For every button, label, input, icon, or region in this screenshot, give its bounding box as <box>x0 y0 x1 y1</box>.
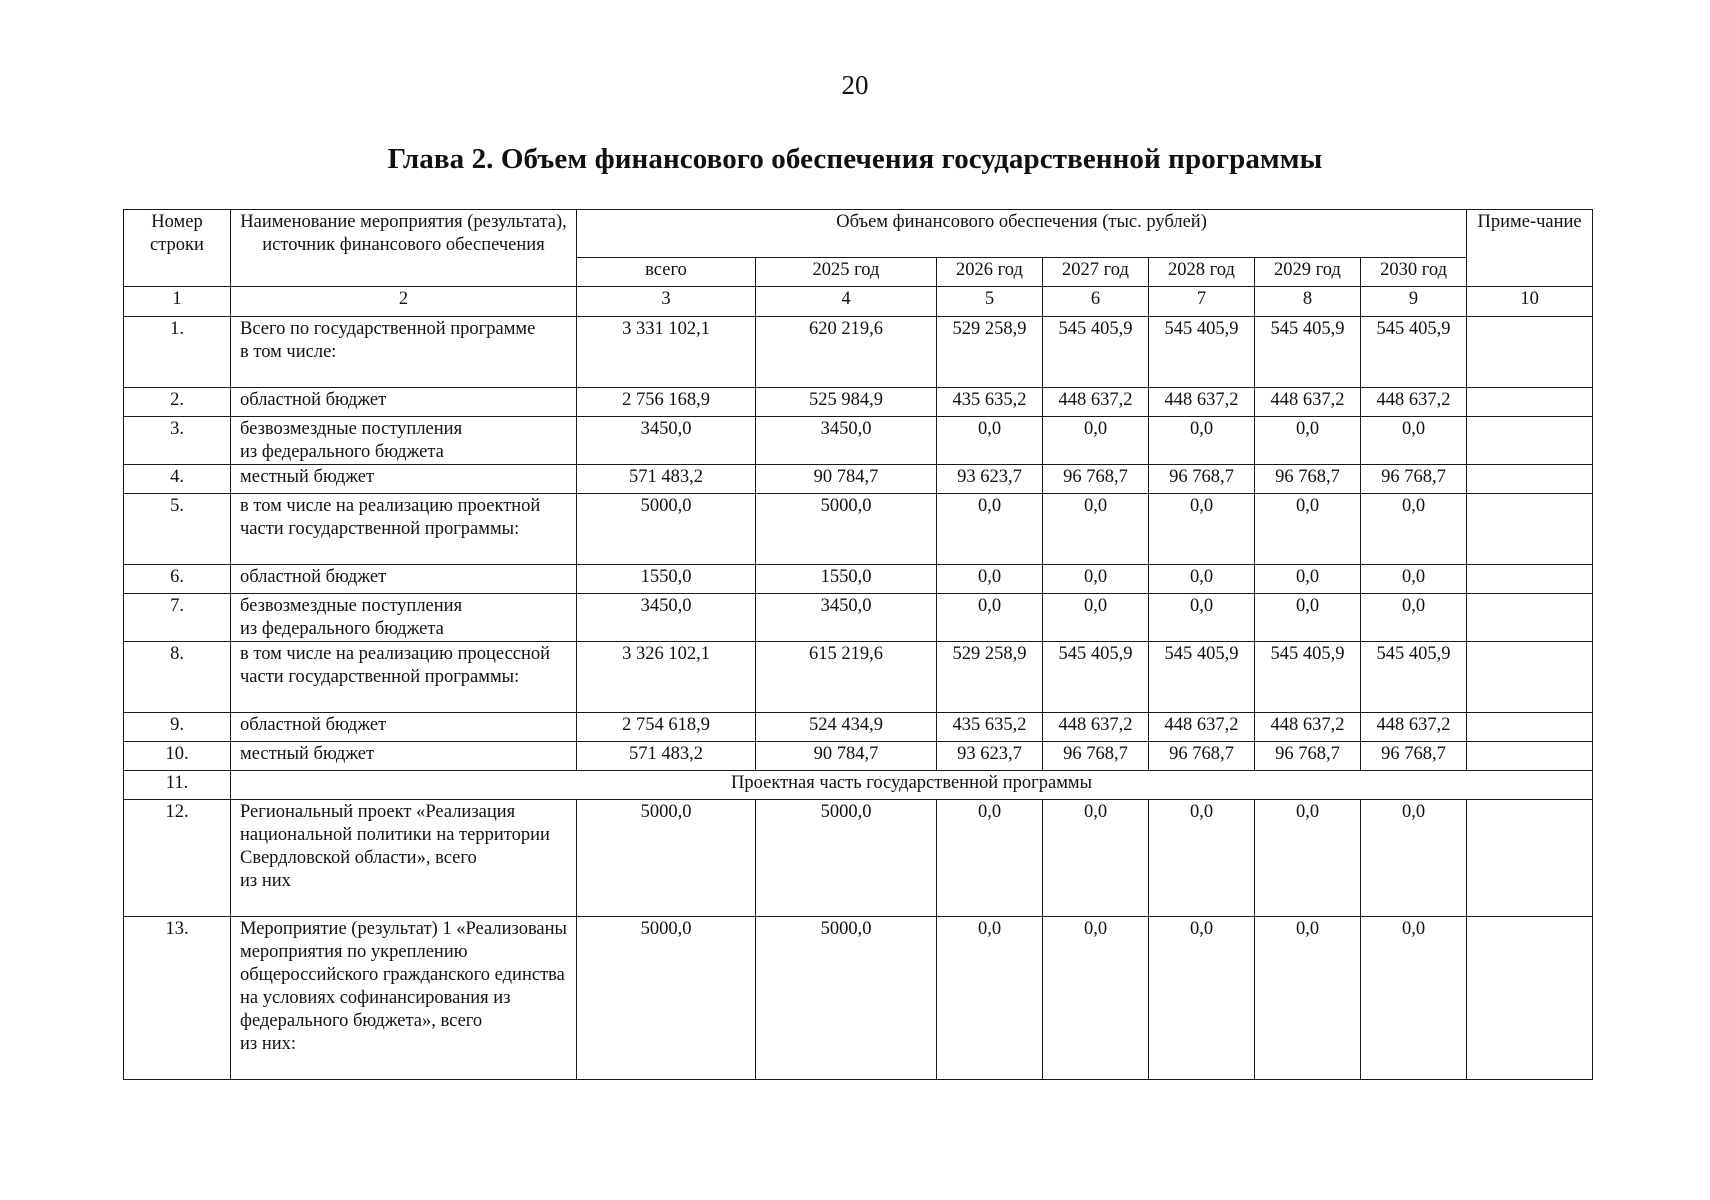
year-2025-cell: 5000,0 <box>756 917 937 1080</box>
year-2029-cell: 96 768,7 <box>1255 742 1361 771</box>
column-number: 4 <box>756 287 937 317</box>
note-cell <box>1467 800 1593 917</box>
total-cell: 3450,0 <box>577 594 756 642</box>
year-2027-cell: 0,0 <box>1043 494 1149 565</box>
financing-table <box>123 209 1593 1080</box>
table-row <box>124 494 1593 565</box>
table-row <box>124 388 1593 417</box>
year-2025-cell: 90 784,7 <box>756 465 937 494</box>
table-row <box>124 771 1593 800</box>
year-2028-cell: 0,0 <box>1149 800 1255 917</box>
year-2027-cell: 448 637,2 <box>1043 713 1149 742</box>
row-number-cell: 4. <box>124 465 231 494</box>
note-cell <box>1467 494 1593 565</box>
year-2028-cell: 0,0 <box>1149 417 1255 465</box>
row-number-cell: 12. <box>124 800 231 917</box>
column-number: 8 <box>1255 287 1361 317</box>
column-number: 6 <box>1043 287 1149 317</box>
column-number: 7 <box>1149 287 1255 317</box>
year-2030-cell: 0,0 <box>1361 800 1467 917</box>
year-2028-cell: 448 637,2 <box>1149 713 1255 742</box>
year-2028-cell: 545 405,9 <box>1149 317 1255 388</box>
note-cell <box>1467 917 1593 1080</box>
row-number-cell: 2. <box>124 388 231 417</box>
year-2030-cell: 96 768,7 <box>1361 465 1467 494</box>
item-name-cell: местный бюджет <box>231 465 577 494</box>
column-number: 5 <box>937 287 1043 317</box>
row-number-cell: 9. <box>124 713 231 742</box>
table-row <box>124 713 1593 742</box>
year-2026-cell: 93 623,7 <box>937 742 1043 771</box>
table-body <box>124 317 1593 1080</box>
header-volume: Объем финансового обеспечения (тыс. рублей) <box>577 210 1467 258</box>
total-cell: 3 326 102,1 <box>577 642 756 713</box>
note-cell <box>1467 388 1593 417</box>
row-number-cell: 13. <box>124 917 231 1080</box>
row-number-cell: 8. <box>124 642 231 713</box>
year-2029-cell: 545 405,9 <box>1255 642 1361 713</box>
total-cell: 2 756 168,9 <box>577 388 756 417</box>
header-note: Приме-чание <box>1467 210 1593 287</box>
year-2028-cell: 0,0 <box>1149 917 1255 1080</box>
item-name-cell: безвозмездные поступления из федерального бюджета <box>231 417 577 465</box>
item-name-cell: в том числе на реализацию проектной части государственной программы: <box>231 494 577 565</box>
note-cell <box>1467 742 1593 771</box>
year-2025-cell: 5000,0 <box>756 800 937 917</box>
year-2025-cell: 525 984,9 <box>756 388 937 417</box>
year-2030-cell: 545 405,9 <box>1361 642 1467 713</box>
total-cell: 1550,0 <box>577 565 756 594</box>
year-2026-cell: 0,0 <box>937 417 1043 465</box>
table-row <box>124 594 1593 642</box>
table-row <box>124 742 1593 771</box>
column-number: 3 <box>577 287 756 317</box>
header-year: 2030 год <box>1361 258 1467 287</box>
row-number-cell: 11. <box>124 771 231 800</box>
row-number-cell: 7. <box>124 594 231 642</box>
total-cell: 5000,0 <box>577 800 756 917</box>
year-2025-cell: 620 219,6 <box>756 317 937 388</box>
year-2029-cell: 545 405,9 <box>1255 317 1361 388</box>
section-heading-cell: Проектная часть государственной программы <box>231 771 1593 800</box>
item-name-cell: областной бюджет <box>231 388 577 417</box>
year-2028-cell: 0,0 <box>1149 565 1255 594</box>
year-2027-cell: 545 405,9 <box>1043 642 1149 713</box>
year-2029-cell: 0,0 <box>1255 417 1361 465</box>
header-row-number: Номер строки <box>124 210 231 287</box>
item-name-cell: в том числе на реализацию процессной части государственной программы: <box>231 642 577 713</box>
year-2026-cell: 0,0 <box>937 594 1043 642</box>
row-number-cell: 3. <box>124 417 231 465</box>
year-2025-cell: 615 219,6 <box>756 642 937 713</box>
year-2026-cell: 435 635,2 <box>937 713 1043 742</box>
year-2030-cell: 0,0 <box>1361 565 1467 594</box>
header-year: 2025 год <box>756 258 937 287</box>
year-2026-cell: 0,0 <box>937 494 1043 565</box>
total-cell: 3 331 102,1 <box>577 317 756 388</box>
year-2029-cell: 0,0 <box>1255 494 1361 565</box>
total-cell: 571 483,2 <box>577 742 756 771</box>
page-number: 20 <box>841 70 869 100</box>
year-2026-cell: 435 635,2 <box>937 388 1043 417</box>
item-name-cell: Региональный проект «Реализация национальной политики на территории Свердловской области», всего из них <box>231 800 577 917</box>
total-cell: 571 483,2 <box>577 465 756 494</box>
year-2025-cell: 3450,0 <box>756 594 937 642</box>
year-2027-cell: 0,0 <box>1043 917 1149 1080</box>
column-number: 2 <box>231 287 577 317</box>
year-2030-cell: 96 768,7 <box>1361 742 1467 771</box>
row-number-cell: 5. <box>124 494 231 565</box>
header-year: 2029 год <box>1255 258 1361 287</box>
year-2029-cell: 96 768,7 <box>1255 465 1361 494</box>
note-cell <box>1467 317 1593 388</box>
header-total: всего <box>577 258 756 287</box>
year-2026-cell: 93 623,7 <box>937 465 1043 494</box>
year-2030-cell: 0,0 <box>1361 917 1467 1080</box>
year-2030-cell: 545 405,9 <box>1361 317 1467 388</box>
year-2025-cell: 5000,0 <box>756 494 937 565</box>
year-2028-cell: 0,0 <box>1149 594 1255 642</box>
year-2030-cell: 448 637,2 <box>1361 388 1467 417</box>
note-cell <box>1467 465 1593 494</box>
year-2029-cell: 0,0 <box>1255 800 1361 917</box>
year-2030-cell: 448 637,2 <box>1361 713 1467 742</box>
item-name-cell: местный бюджет <box>231 742 577 771</box>
table-row <box>124 417 1593 465</box>
column-number: 10 <box>1467 287 1593 317</box>
year-2025-cell: 524 434,9 <box>756 713 937 742</box>
year-2027-cell: 96 768,7 <box>1043 742 1149 771</box>
total-cell: 5000,0 <box>577 917 756 1080</box>
year-2027-cell: 0,0 <box>1043 800 1149 917</box>
row-number-cell: 6. <box>124 565 231 594</box>
year-2028-cell: 96 768,7 <box>1149 465 1255 494</box>
year-2028-cell: 0,0 <box>1149 494 1255 565</box>
year-2029-cell: 0,0 <box>1255 565 1361 594</box>
table-row <box>124 565 1593 594</box>
table-row <box>124 917 1593 1080</box>
year-2025-cell: 90 784,7 <box>756 742 937 771</box>
item-name-cell: безвозмездные поступления из федерального бюджета <box>231 594 577 642</box>
header-name: Наименование мероприятия (результата), источник финансового обеспечения <box>231 210 577 287</box>
column-number-row <box>124 287 1593 317</box>
item-name-cell: Мероприятие (результат) 1 «Реализованы мероприятия по укреплению общероссийского гражданского единства на условиях софинансирования из федерального бюджета», всего из них: <box>231 917 577 1080</box>
year-2029-cell: 448 637,2 <box>1255 713 1361 742</box>
year-2029-cell: 448 637,2 <box>1255 388 1361 417</box>
header-year: 2028 год <box>1149 258 1255 287</box>
header-year: 2026 год <box>937 258 1043 287</box>
year-2026-cell: 0,0 <box>937 565 1043 594</box>
note-cell <box>1467 565 1593 594</box>
year-2029-cell: 0,0 <box>1255 917 1361 1080</box>
note-cell <box>1467 594 1593 642</box>
year-2028-cell: 96 768,7 <box>1149 742 1255 771</box>
year-2026-cell: 0,0 <box>937 800 1043 917</box>
note-cell <box>1467 642 1593 713</box>
item-name-cell: областной бюджет <box>231 565 577 594</box>
table-row <box>124 800 1593 917</box>
year-2027-cell: 0,0 <box>1043 417 1149 465</box>
year-2026-cell: 529 258,9 <box>937 642 1043 713</box>
total-cell: 3450,0 <box>577 417 756 465</box>
note-cell <box>1467 417 1593 465</box>
total-cell: 2 754 618,9 <box>577 713 756 742</box>
note-cell <box>1467 713 1593 742</box>
page-title: Глава 2. Объем финансового обеспечения государственной программы <box>387 143 1323 175</box>
table-row <box>124 642 1593 713</box>
year-2030-cell: 0,0 <box>1361 417 1467 465</box>
year-2028-cell: 448 637,2 <box>1149 388 1255 417</box>
column-number: 1 <box>124 287 231 317</box>
table-row <box>124 317 1593 388</box>
year-2030-cell: 0,0 <box>1361 594 1467 642</box>
year-2027-cell: 0,0 <box>1043 565 1149 594</box>
year-2025-cell: 3450,0 <box>756 417 937 465</box>
row-number-cell: 1. <box>124 317 231 388</box>
header-year: 2027 год <box>1043 258 1149 287</box>
year-2028-cell: 545 405,9 <box>1149 642 1255 713</box>
table-row <box>124 465 1593 494</box>
year-2026-cell: 0,0 <box>937 917 1043 1080</box>
year-2026-cell: 529 258,9 <box>937 317 1043 388</box>
item-name-cell: областной бюджет <box>231 713 577 742</box>
year-2025-cell: 1550,0 <box>756 565 937 594</box>
year-2027-cell: 0,0 <box>1043 594 1149 642</box>
year-2030-cell: 0,0 <box>1361 494 1467 565</box>
year-2027-cell: 545 405,9 <box>1043 317 1149 388</box>
column-number: 9 <box>1361 287 1467 317</box>
total-cell: 5000,0 <box>577 494 756 565</box>
year-2027-cell: 96 768,7 <box>1043 465 1149 494</box>
item-name-cell: Всего по государственной программе в том числе: <box>231 317 577 388</box>
year-2029-cell: 0,0 <box>1255 594 1361 642</box>
row-number-cell: 10. <box>124 742 231 771</box>
year-2027-cell: 448 637,2 <box>1043 388 1149 417</box>
